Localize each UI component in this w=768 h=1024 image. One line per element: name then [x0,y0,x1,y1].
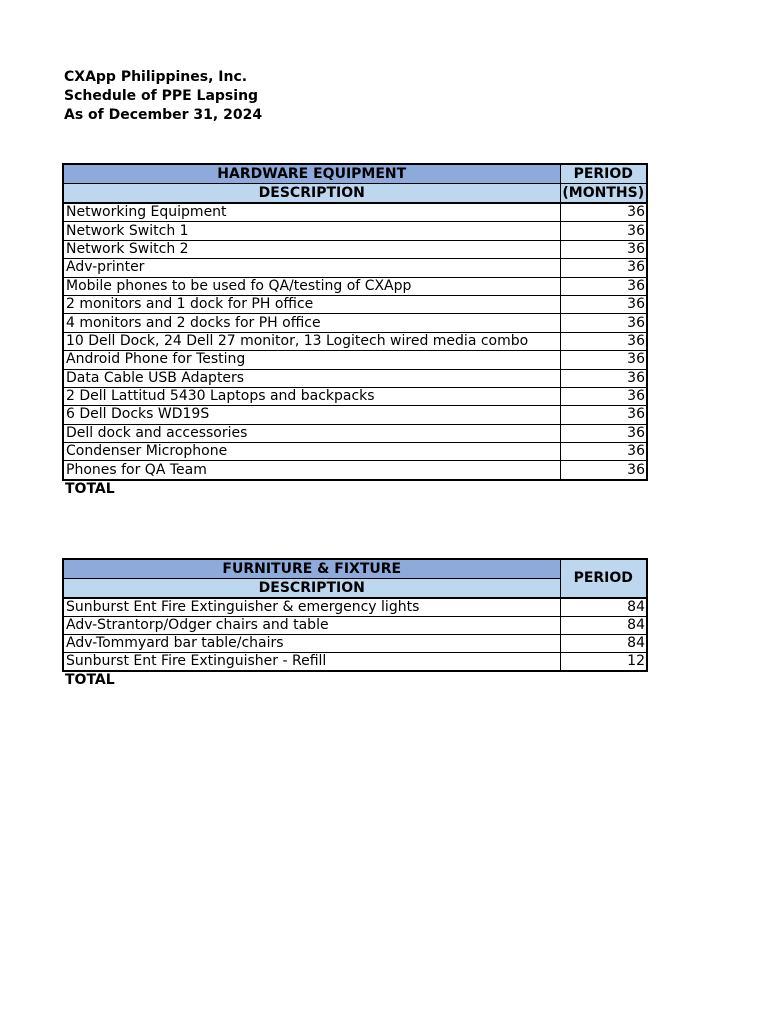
row-period: 36 [560,461,647,480]
furniture-category-header: FURNITURE & FIXTURE [63,559,560,579]
row-period: 36 [560,387,647,405]
furniture-fixture-table [62,558,648,689]
table-row [63,351,647,369]
row-period: 36 [560,443,647,461]
table-row [63,424,647,442]
row-period: 36 [560,351,647,369]
row-description: Condenser Microphone [63,443,560,461]
table-row [63,443,647,461]
row-description: Network Switch 2 [63,240,560,258]
row-period: 84 [560,617,647,635]
row-period: 36 [560,203,647,222]
hardware-rows [63,203,647,480]
table-row [63,295,647,313]
row-period: 36 [560,314,647,332]
table-row [63,653,647,672]
row-description: Android Phone for Testing [63,351,560,369]
row-period: 84 [560,635,647,653]
hardware-period-header-1: PERIOD [560,164,647,184]
row-period: 12 [560,653,647,672]
row-description: Network Switch 1 [63,222,560,240]
row-description: Sunburst Ent Fire Extinguisher - Refill [63,653,560,672]
row-description: Networking Equipment [63,203,560,222]
table-row [63,277,647,295]
row-description: Sunburst Ent Fire Extinguisher & emergency lights [63,598,560,617]
furniture-description-header: DESCRIPTION [63,579,560,599]
table-row [63,369,647,387]
row-description: 6 Dell Docks WD19S [63,406,560,424]
row-period: 36 [560,277,647,295]
hardware-description-header: DESCRIPTION [63,184,560,204]
table-row [63,406,647,424]
row-description: Adv-Strantorp/Odger chairs and table [63,617,560,635]
row-period: 36 [560,295,647,313]
row-description: Data Cable USB Adapters [63,369,560,387]
hardware-total-label: TOTAL [65,480,115,497]
table-row [63,635,647,653]
row-description: 10 Dell Dock, 24 Dell 27 monitor, 13 Logitech wired media combo [63,332,560,350]
table-row [63,598,647,617]
row-period: 36 [560,406,647,424]
row-description: Phones for QA Team [63,461,560,480]
row-period: 36 [560,259,647,277]
row-period: 36 [560,424,647,442]
row-period: 36 [560,240,647,258]
row-period: 84 [560,598,647,617]
row-period: 36 [560,369,647,387]
row-description: Dell dock and accessories [63,424,560,442]
table-row [63,222,647,240]
row-description: Adv-Tommyard bar table/chairs [63,635,560,653]
report-header [64,68,262,125]
table-row [63,617,647,635]
hardware-category-header: HARDWARE EQUIPMENT [63,164,560,184]
table-row [63,259,647,277]
furniture-rows [63,598,647,671]
company-name: CXApp Philippines, Inc. [64,69,248,85]
table-row [63,461,647,480]
row-description: 4 monitors and 2 docks for PH office [63,314,560,332]
row-period: 36 [560,332,647,350]
furniture-total-label: TOTAL [65,672,115,688]
hardware-period-header-2: (MONTHS) [560,184,647,204]
report-title: Schedule of PPE Lapsing [64,88,259,104]
table-row [63,314,647,332]
table-row [63,240,647,258]
row-description: Mobile phones to be used fo QA/testing of CXApp [63,277,560,295]
row-description: 2 Dell Lattitud 5430 Laptops and backpacks [63,387,560,405]
row-description: Adv-printer [63,259,560,277]
table-row [63,203,647,222]
row-period: 36 [560,222,647,240]
report-date: As of December 31, 2024 [64,107,263,123]
furniture-period-header: PERIOD [560,559,647,598]
row-description: 2 monitors and 1 dock for PH office [63,295,560,313]
table-row [63,332,647,350]
hardware-equipment-table [62,163,648,498]
table-row [63,387,647,405]
